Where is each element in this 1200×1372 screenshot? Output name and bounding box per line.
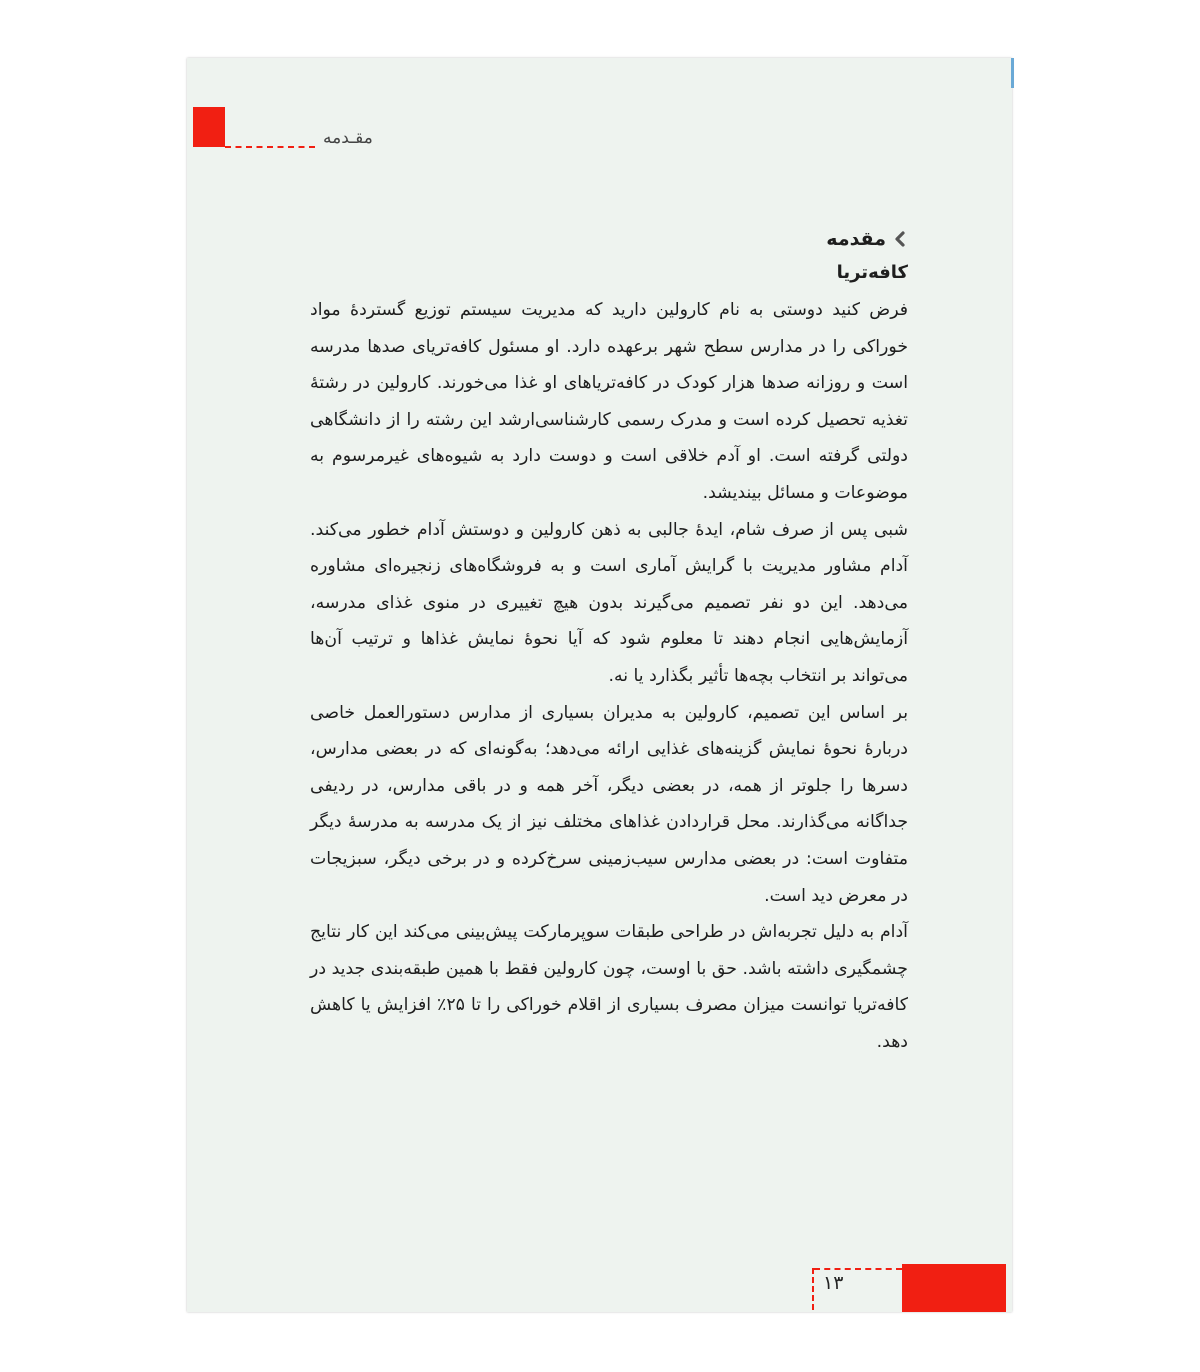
paragraph-4: آدام به دلیل تجربه‌اش در طراحی طبقات سوپرمارکت پیش‌بینی می‌کند این کار نتایج چشمگیری داشته باشد. حق با اوست، چون کارولین فقط با همین طبقه‌بندی جدید در کافه‌تریا توانست میزان مصرف بسیاری از اقلام خوراکی را تا ۲۵٪ افزایش یا کاهش دهد. bbox=[310, 922, 909, 1052]
footer-dashed-rule bbox=[814, 1268, 902, 1270]
paragraph-1: فرض کنید دوستی به نام کارولین دارید که مدیریت سیستم توزیع گستردهٔ مواد خوراکی را در مدارس سطح شهر برعهده دارد. او مسئول کافه‌تریای صدها مدرسه است و روزانه صدها هزار کودک در کافه‌تریاهای او غذا می‌خورند. کارولین در رشتهٔ تغذیه تحصیل کرده است و مدرک رسمی کارشناسی‌ارشد این رشته را از دانشگاهی دولتی گرفته است. او آدم خلاقی است و دوست دارد به شیوه‌های غیرمرسوم به موضوعات و مسائل بیندیشد. bbox=[310, 300, 908, 503]
footer-red-block bbox=[902, 1264, 1006, 1312]
chevron-left-icon bbox=[892, 231, 908, 247]
book-page bbox=[187, 58, 1012, 1312]
footer-dashed-side bbox=[812, 1268, 814, 1310]
paragraph-3: بر اساس این تصمیم، کارولین به مدیران بسیاری از مدارس دستورالعمل خاصی دربارهٔ نحوهٔ نمایش گزینه‌های غذایی ارائه می‌دهد؛ به‌گونه‌ای که در بعضی مدارس، دسرها را جلوتر از همه، در بعضی دیگر، آخر همه و در باقی مدارس، در ردیفی جداگانه می‌گذارند. محل قراردادن غذاهای مختلف نیز از یک مدرسه به مدرسهٔ دیگر متفاوت است: در بعضی مدارس سیب‌زمینی سرخ‌کرده و در برخی دیگر، سبزیجات در معرض دید است. bbox=[310, 702, 908, 906]
subsection-title: کافه‌تریا bbox=[836, 262, 908, 283]
paragraph-2: شبی پس از صرف شام، ایدهٔ جالبی به ذهن کارولین و دوستش آدام خطور می‌کند. آدام مشاور مدیریت با گرایش آماری است و به فروشگاه‌های زنجیره‌ای مشاوره می‌دهد. این دو نفر تصمیم می‌گیرند بدون هیچ تغییری در منوی غذای مدرسه، آزمایش‌هایی انجام دهند تا معلوم شود که آیا نحوهٔ نمایش غذاها و ترتیب آن‌ها می‌تواند بر انتخاب بچه‌ها تأثیر بگذارد یا نه. bbox=[310, 519, 908, 686]
section-title: مقدمه bbox=[826, 228, 886, 250]
page-edge-mark bbox=[1011, 58, 1014, 88]
running-head: مقـدمه bbox=[323, 128, 373, 148]
header-dashed-rule bbox=[225, 146, 315, 148]
page-number: ۱۳ bbox=[823, 1272, 844, 1294]
header-red-block bbox=[193, 107, 225, 147]
section-heading bbox=[310, 222, 908, 256]
section-body bbox=[310, 222, 908, 1060]
